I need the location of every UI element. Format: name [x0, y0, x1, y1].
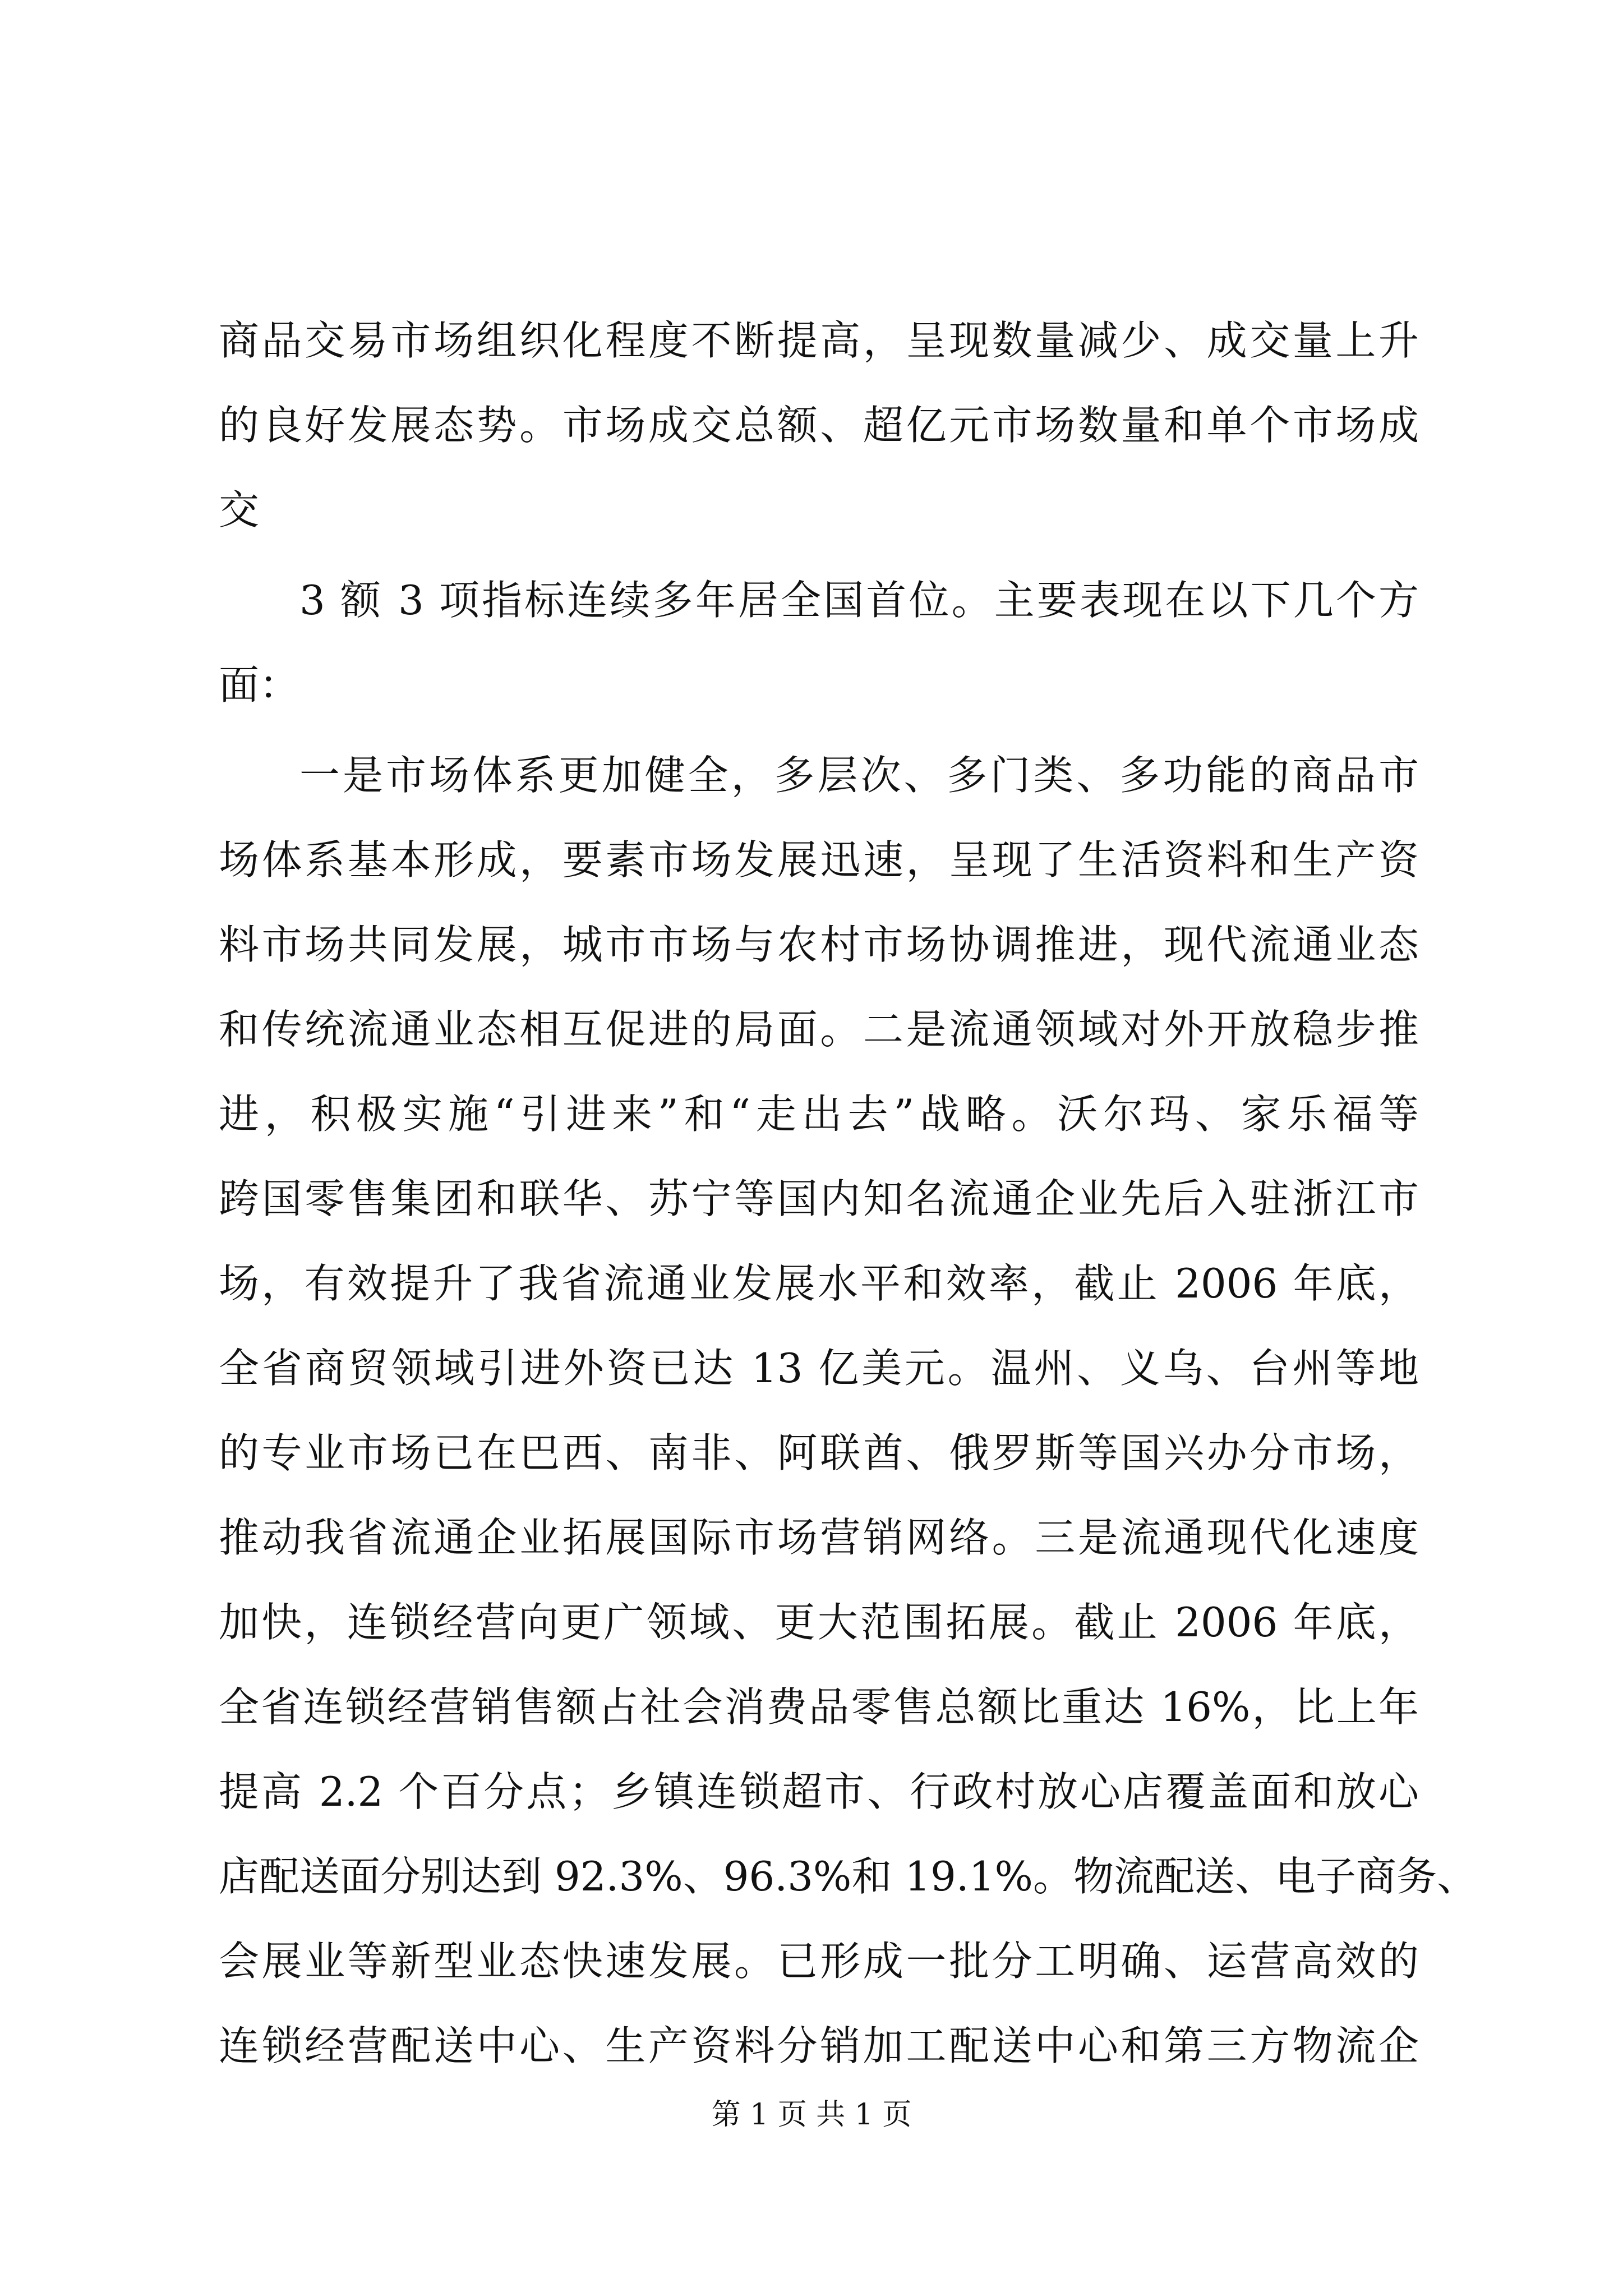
- text-line: 商品交易市场组织化程度不断提高，呈现数量减少、成交量上升: [219, 317, 1419, 364]
- text-line: 加快，连锁经营向更广领域、更大范围拓展。截止 2006 年底，: [219, 1599, 1419, 1646]
- text-line: 交: [219, 486, 260, 533]
- text-line: 跨国零售集团和联华、苏宁等国内知名流通企业先后入驻浙江市: [219, 1175, 1419, 1222]
- text-line: 全省连锁经营销售额占社会消费品零售总额比重达 16%，比上年: [219, 1683, 1419, 1731]
- paragraph-spacer: [219, 553, 1419, 558]
- text-line: 会展业等新型业态快速发展。已形成一批分工明确、运营高效的: [219, 1938, 1419, 1985]
- text-line: 一是市场体系更加健全，多层次、多门类、多功能的商品市: [299, 752, 1419, 799]
- text-line: 提高 2.2 个百分点；乡镇连锁超市、行政村放心店覆盖面和放心: [219, 1768, 1419, 1815]
- paragraph: [219, 298, 1419, 553]
- text-line: 的良好发展态势。市场成交总额、超亿元市场数量和单个市场成: [219, 402, 1419, 449]
- text-line: 场，有效提升了我省流通业发展水平和效率，截止 2006 年底，: [219, 1260, 1419, 1307]
- text-line: 连锁经营配送中心、生产资料分销加工配送中心和第三方物流企: [219, 2022, 1419, 2069]
- text-line: 店配送面分别达到 92.3%、96.3%和 19.1%。物流配送、电子商务、: [219, 1853, 1477, 1900]
- page-footer: [0, 2098, 1623, 2132]
- text-line: 全省商贸领域引进外资已达 13 亿美元。温州、义乌、台州等地: [219, 1345, 1419, 1392]
- paragraph: [219, 733, 1477, 2088]
- text-line: 和传统流通业态相互促进的局面。二是流通领域对外开放稳步推: [219, 1006, 1419, 1053]
- text-line: 料市场共同发展，城市市场与农村市场协调推进，现代流通业态: [219, 921, 1419, 968]
- text-line: 推动我省流通企业拓展国际市场营销网络。三是流通现代化速度: [219, 1514, 1419, 1561]
- text-line: 的专业市场已在巴西、南非、阿联酋、俄罗斯等国兴办分市场，: [219, 1429, 1419, 1476]
- text-line: 场体系基本形成，要素市场发展迅速，呈现了生活资料和生产资: [219, 836, 1419, 884]
- paragraph-spacer: [219, 728, 1419, 733]
- document-body: [219, 298, 1477, 2088]
- page-number: 第 1 页 共 1 页: [711, 2098, 912, 2132]
- text-line: 面：: [219, 661, 300, 708]
- text-line: 进，积极实施“引进来”和“走出去”战略。沃尔玛、家乐福等: [219, 1091, 1419, 1138]
- paragraph: [219, 558, 1419, 728]
- text-line: 3 额 3 项指标连续多年居全国首位。主要表现在以下几个方: [299, 577, 1419, 624]
